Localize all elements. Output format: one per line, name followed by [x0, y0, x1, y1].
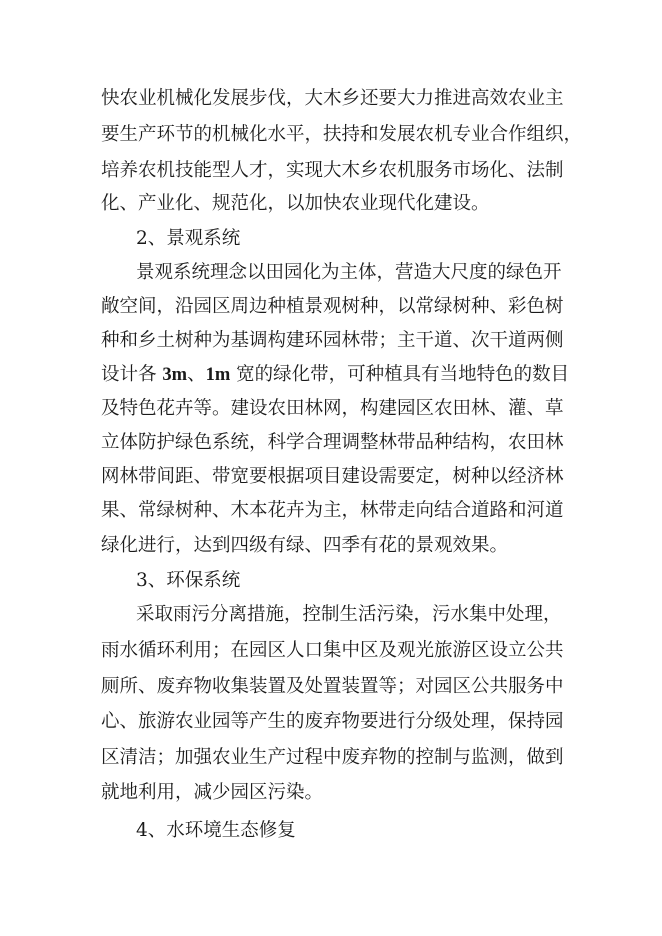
landscape-line-3: 种和乡土树种为基调构建环园林带；主干道、次干道两侧: [101, 330, 564, 351]
environment-line-6: 就地利用，减少园区污染。: [101, 782, 324, 803]
landscape-line-4: 设计各 3m、1m 宽的绿化带，可种植具有当地特色的数目: [101, 364, 570, 385]
environment-line-2: 雨水循环利用；在园区人口集中区及观光旅游区设立公共: [101, 640, 564, 661]
landscape-line-7: 网林带间距、带宽要根据项目建设需要定，树种以经济林: [101, 466, 564, 487]
landscape-line-5: 及特色花卉等。建设农田林网，构建园区农田林、灌、草: [101, 398, 564, 419]
landscape-line-8: 果、常绿树种、木本花卉为主，林带走向结合道路和河道: [101, 500, 564, 521]
landscape-line-1: 景观系统理念以田园化为主体，营造大尺度的绿色开: [136, 262, 562, 283]
paragraph-intro-line-3: 培养农机技能型人才，实现大木乡农机服务市场化、法制: [101, 160, 564, 181]
environment-line-5: 区清洁；加强农业生产过程中废弃物的控制与监测，做到: [101, 747, 564, 768]
landscape-line-6: 立体防护绿色系统，科学合理调整林带品种结构，农田林: [101, 432, 564, 453]
environment-line-3: 厕所、废弃物收集装置及处置装置等；对园区公共服务中: [101, 676, 564, 697]
section-heading-environment: 3、环保系统: [136, 570, 241, 591]
paragraph-intro-line-4: 化、产业化、规范化，以加快农业现代化建设。: [101, 193, 490, 214]
section-heading-landscape: 2、景观系统: [136, 228, 241, 249]
landscape-line-2: 敞空间，沿园区周边种植景观树种，以常绿树种、彩色树: [101, 296, 564, 317]
environment-line-1: 采取雨污分离措施，控制生活污染，污水集中处理，: [136, 604, 562, 625]
paragraph-intro-line-1: 快农业机械化发展步伐，大木乡还要大力推进高效农业主: [101, 88, 564, 109]
paragraph-intro-line-2: 要生产环节的机械化水平，扶持和发展农机专业合作组织，: [101, 124, 583, 145]
section-heading-water: 4、水环境生态修复: [136, 820, 296, 841]
landscape-line-9: 绿化进行，达到四级有绿、四季有花的景观效果。: [101, 535, 509, 556]
environment-line-4: 心、旅游农业园等产生的废弃物要进行分级处理，保持园: [101, 711, 564, 732]
